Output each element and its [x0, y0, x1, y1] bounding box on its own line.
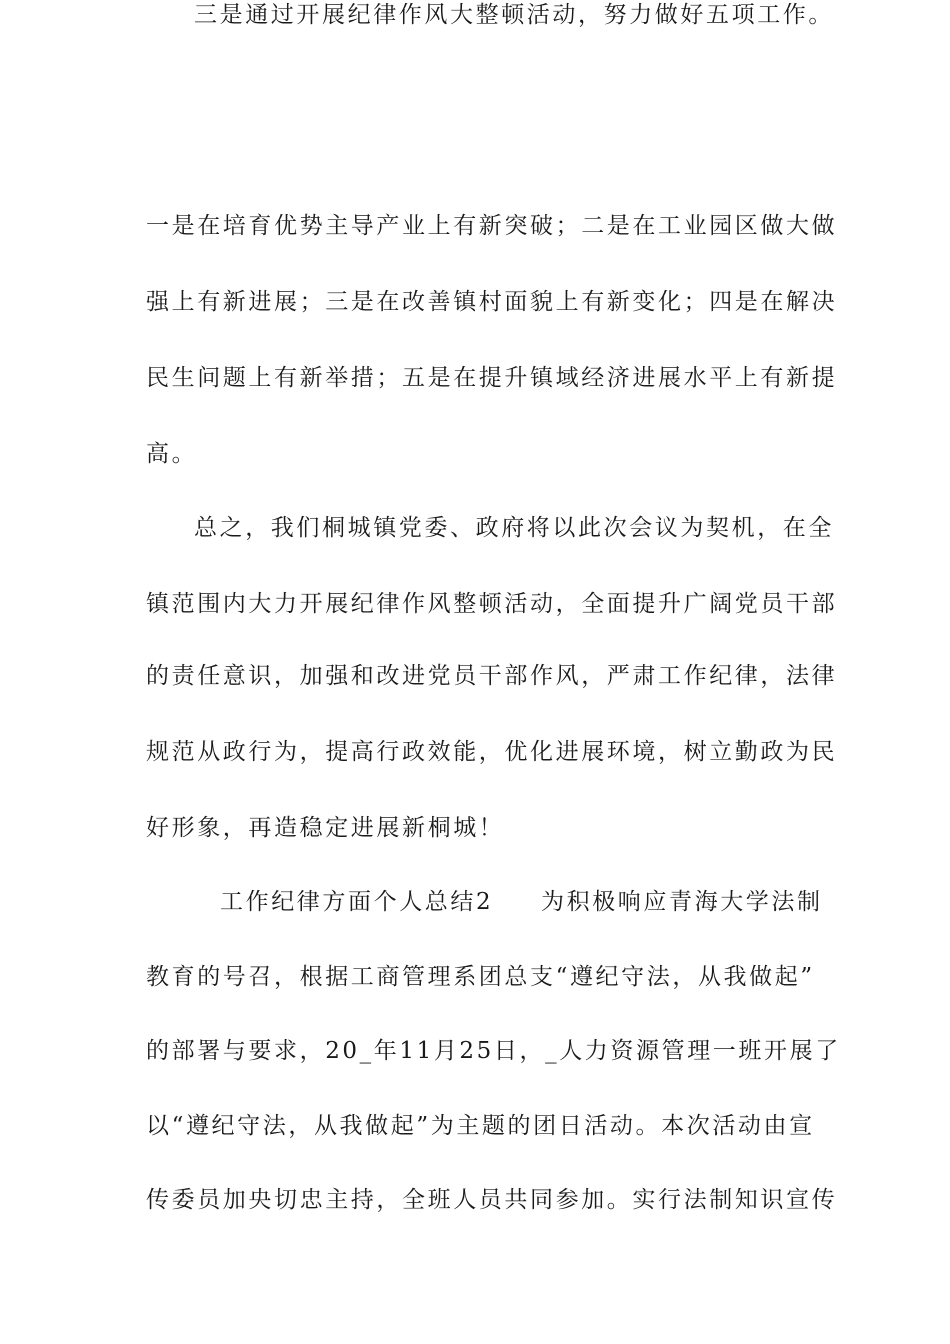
paragraph-line: 一是在培育优势主导产业上有新突破；二是在工业园区做大做	[146, 213, 838, 239]
paragraph-line: 以“遵纪守法，从我做起”为主题的团日活动。本次活动由宣	[146, 1113, 815, 1139]
paragraph-line: 总之，我们桐城镇党委、政府将以此次会议为契机，在全	[194, 515, 834, 541]
paragraph-line: 民生问题上有新举措；五是在提升镇域经济进展水平上有新提	[146, 365, 838, 391]
paragraph-line: 为积极响应青海大学法制	[541, 889, 823, 915]
paragraph-line: 传委员加央切忠主持，全班人员共同参加。实行法制知识宣传	[146, 1187, 838, 1213]
paragraph-line: 的部署与要求，20_年11月25日，_人力资源管理一班开展了	[146, 1038, 841, 1064]
paragraph-line: 三是通过开展纪律作风大整顿活动，努力做好五项工作。	[194, 2, 834, 28]
paragraph-line: 好形象，再造稳定进展新桐城！	[146, 815, 505, 841]
paragraph-line: 的责任意识，加强和改进党员干部作风，严肃工作纪律，法律	[146, 663, 838, 689]
section-heading: 工作纪律方面个人总结2	[220, 889, 494, 915]
paragraph-line: 高。	[146, 441, 198, 467]
paragraph-line: 镇范围内大力开展纪律作风整顿活动，全面提升广阔党员干部	[146, 591, 838, 617]
paragraph-line: 规范从政行为，提高行政效能，优化进展环境，树立勤政为民	[146, 739, 838, 765]
paragraph-line: 教育的号召，根据工商管理系团总支“遵纪守法，从我做起”	[146, 964, 815, 990]
paragraph-line: 强上有新进展；三是在改善镇村面貌上有新变化；四是在解决	[146, 289, 838, 315]
